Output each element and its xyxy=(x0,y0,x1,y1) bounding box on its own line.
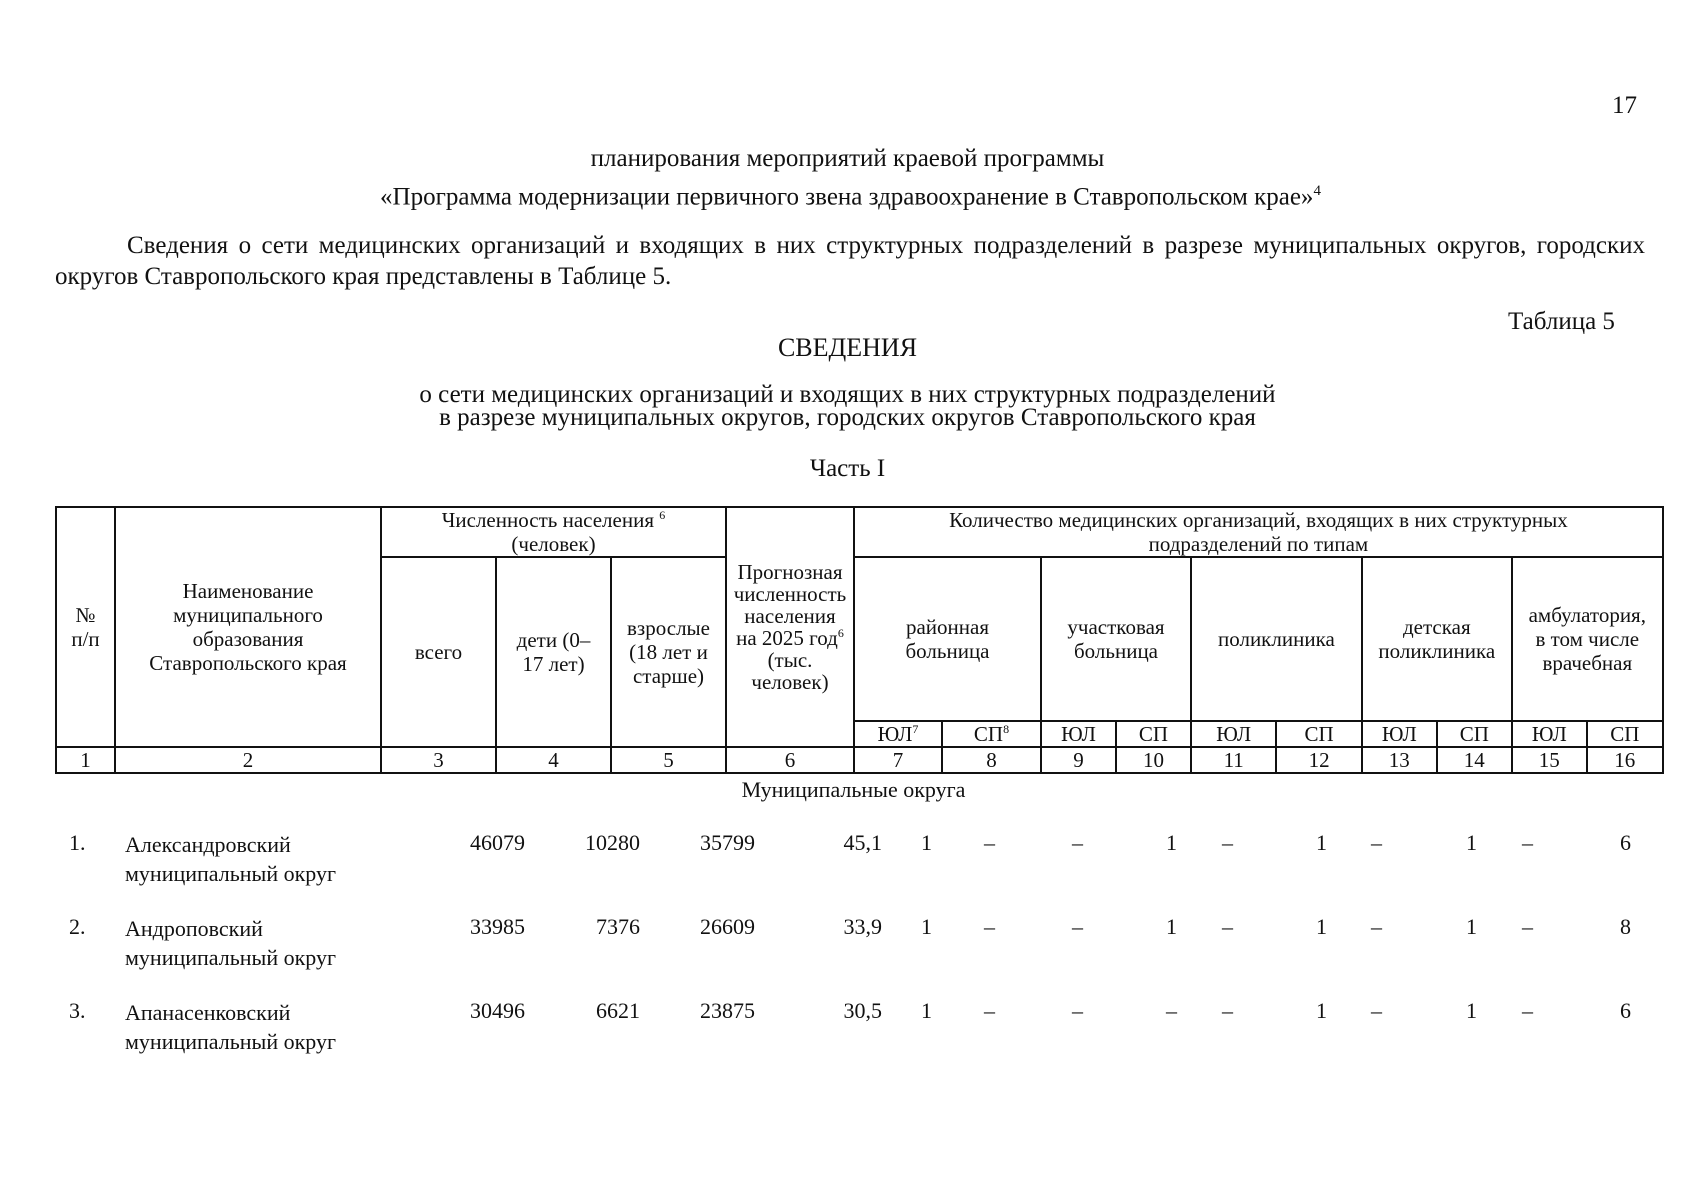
cell-14: 1 xyxy=(1466,914,1477,939)
cell-11: – xyxy=(1222,830,1233,855)
header-yul: ЮЛ xyxy=(1512,721,1587,747)
cell-15: – xyxy=(1522,830,1533,855)
cell-14: 1 xyxy=(1466,830,1477,855)
header-name: Наименование муниципального образования Ставропольского края xyxy=(115,507,381,747)
cell-13: – xyxy=(1371,830,1382,855)
section-label: Муниципальные округа xyxy=(741,777,966,802)
row-number: 2. xyxy=(69,914,86,939)
cell-16: 8 xyxy=(1620,914,1631,939)
column-number: 11 xyxy=(1191,747,1276,773)
cell-11: – xyxy=(1222,998,1233,1023)
header-population-group: Численность населения $^6$ (человек) xyxy=(381,507,726,557)
header-type-district-hospital: районная больница xyxy=(854,557,1041,721)
header-yul: ЮЛ xyxy=(1191,721,1276,747)
header-orgs-group: Количество медицинских организаций, входящих в них структурных подразделений по типам xyxy=(854,507,1663,557)
cell-children: 10280 xyxy=(585,830,640,855)
header-adults: взрослые (18 лет и старше) xyxy=(611,557,726,747)
cell-total: 33985 xyxy=(470,914,525,939)
column-number-row xyxy=(56,747,1663,773)
cell-12: 1 xyxy=(1316,914,1327,939)
column-number: 5 xyxy=(611,747,726,773)
column-number: 16 xyxy=(1587,747,1663,773)
column-number: 13 xyxy=(1362,747,1437,773)
program-title-line1: планирования мероприятий краевой программы xyxy=(590,145,1105,172)
header-type-ambulatory: амбулатория, в том числе врачебная xyxy=(1512,557,1663,721)
cell-7: 1 xyxy=(921,830,932,855)
cell-15: – xyxy=(1522,998,1533,1023)
column-number: 8 xyxy=(942,747,1041,773)
cell-14: 1 xyxy=(1466,998,1477,1023)
cell-10: 1 xyxy=(1166,914,1177,939)
header-children: дети (0–17 лет) xyxy=(496,557,611,747)
header-type-children-polyclinic: детская поликлиника xyxy=(1362,557,1512,721)
header-sp: СП xyxy=(1437,721,1512,747)
cell-children: 6621 xyxy=(596,998,640,1023)
column-number: 12 xyxy=(1276,747,1361,773)
cell-15: – xyxy=(1522,914,1533,939)
cell-13: – xyxy=(1371,998,1382,1023)
cell-adults: 26609 xyxy=(700,914,755,939)
table-caption: Таблица 5 xyxy=(1508,308,1615,335)
column-number: 15 xyxy=(1512,747,1587,773)
program-title xyxy=(0,143,1695,213)
page-number: 17 xyxy=(1612,92,1637,119)
intro-paragraph: Сведения о сети медицинских организаций и входящих в них структурных подразделений в разрезе муниципальных округов, городских округов Ставропольского края представлены в Таблице 5. xyxy=(55,232,1645,290)
header-sp: СП xyxy=(1276,721,1361,747)
column-number: 9 xyxy=(1041,747,1116,773)
column-number: 7 xyxy=(854,747,942,773)
cell-10: – xyxy=(1166,998,1177,1023)
header-type-local-hospital: участковая больница xyxy=(1041,557,1191,721)
header-type-polyclinic: поликлиника xyxy=(1191,557,1362,721)
header-total: всего xyxy=(381,557,496,747)
column-number: 10 xyxy=(1116,747,1191,773)
header-num: № п/п xyxy=(56,507,115,747)
cell-adults: 35799 xyxy=(700,830,755,855)
cell-11: – xyxy=(1222,914,1233,939)
header-sp: $СП^8$ xyxy=(942,721,1041,747)
cell-9: – xyxy=(1072,830,1083,855)
row-number: 3. xyxy=(69,998,86,1023)
cell-total: 30496 xyxy=(470,998,525,1023)
cell-children: 7376 xyxy=(596,914,640,939)
cell-9: – xyxy=(1072,998,1083,1023)
cell-forecast: 45,1 xyxy=(843,830,882,855)
cell-adults: 23875 xyxy=(700,998,755,1023)
cell-16: 6 xyxy=(1620,830,1631,855)
cell-12: 1 xyxy=(1316,998,1327,1023)
header-forecast: Прогнозная численность населения на 2025 год$^6$ (тыс. человек) xyxy=(726,507,854,747)
cell-10: 1 xyxy=(1166,830,1177,855)
header-sp: СП xyxy=(1116,721,1191,747)
header-sp: СП xyxy=(1587,721,1663,747)
cell-12: 1 xyxy=(1316,830,1327,855)
table-row xyxy=(55,998,1645,1058)
cell-13: – xyxy=(1371,914,1382,939)
subheading-line2: в разрезе муниципальных округов, городских округов Ставропольского края xyxy=(439,404,1256,431)
cell-16: 6 xyxy=(1620,998,1631,1023)
table-row xyxy=(55,830,1645,890)
cell-9: – xyxy=(1072,914,1083,939)
column-number: 3 xyxy=(381,747,496,773)
table-row xyxy=(55,914,1645,974)
column-number: 4 xyxy=(496,747,611,773)
row-number: 1. xyxy=(69,830,86,855)
medical-network-table xyxy=(55,506,1664,774)
column-number: 14 xyxy=(1437,747,1512,773)
program-title-line2: «Программа модернизации первичного звена здравоохранение в Ставропольском крае»$^4$ xyxy=(380,183,1321,211)
header-yul: ЮЛ xyxy=(1041,721,1116,747)
cell-8: – xyxy=(984,998,995,1023)
footnote-marker: 4 xyxy=(1313,183,1321,199)
header-yul: ЮЛ xyxy=(1362,721,1437,747)
cell-8: – xyxy=(984,914,995,939)
cell-8: – xyxy=(984,830,995,855)
document-heading: СВЕДЕНИЯ xyxy=(777,333,918,362)
row-name: Александровский муниципальный округ xyxy=(125,832,337,886)
column-number: 1 xyxy=(56,747,115,773)
cell-forecast: 30,5 xyxy=(843,998,882,1023)
cell-7: 1 xyxy=(921,998,932,1023)
cell-7: 1 xyxy=(921,914,932,939)
document-subheading xyxy=(0,383,1695,429)
column-number: 2 xyxy=(115,747,381,773)
subheading-line1: о сети медицинских организаций и входящих в них структурных подразделений xyxy=(419,381,1276,408)
part-label: Часть I xyxy=(809,455,886,482)
row-name: Андроповский муниципальный округ xyxy=(125,916,337,970)
cell-forecast: 33,9 xyxy=(843,914,882,939)
row-name: Апанасенковский муниципальный округ xyxy=(125,1000,337,1054)
column-number: 6 xyxy=(726,747,854,773)
header-yul: $ЮЛ^7$ xyxy=(854,721,942,747)
cell-total: 46079 xyxy=(470,830,525,855)
